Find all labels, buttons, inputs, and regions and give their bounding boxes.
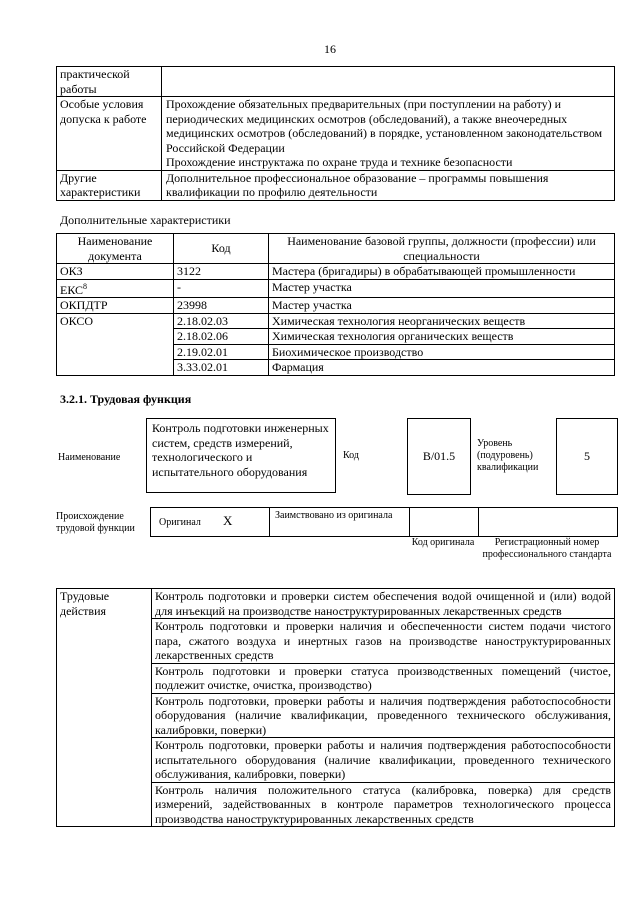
table-row (57, 298, 615, 314)
document-cell (57, 264, 174, 280)
document-name: ОКПДТР (60, 298, 108, 312)
labor-action: Контроль подготовки и проверки статуса производственных помещений (чистое, подлежит очистке, очистка, производство) (152, 663, 615, 693)
table-row (57, 329, 615, 345)
table-row (57, 360, 615, 376)
code-cell: 23998 (174, 298, 269, 314)
characteristic-paragraph: Прохождение обязательных предварительных (при поступлении на работу) и периодических медицинских осмотров (обследований), а также внеочередных медицинских осмотров (обследований) в порядке, установленном законодательством Российской Федерации (166, 97, 603, 155)
labor-action: Контроль подготовки, проверки работы и наличия подтверждения работоспособности испытательного оборудования (наличие квалификации, проведенного технического обслуживания, калибровки, поверки) (152, 738, 615, 783)
characteristic-paragraph: Дополнительное профессиональное образование – программы повышения квалификации по профилю деятельности (166, 170, 549, 199)
footnote-mark: 8 (83, 281, 88, 291)
labor-action: Контроль подготовки, проверки работы и наличия подтверждения работоспособности оборудования (наличие квалификации, проведенного технического обслуживания, калибровки, поверки) (152, 693, 615, 738)
characteristic-label: Особые условия допуска к работе (57, 97, 162, 171)
original-mark: X (223, 513, 233, 528)
characteristic-value (162, 67, 615, 97)
function-code-box (407, 418, 471, 495)
document-cell (57, 298, 174, 314)
characteristic-label: практической работы (57, 67, 162, 97)
document-cell (57, 344, 174, 360)
additional-characteristics-table (56, 233, 615, 376)
qualification-level-value: 5 (584, 449, 590, 463)
page-number: 16 (324, 42, 336, 56)
borrowed-label: Заимствовано из оригинала (275, 510, 393, 521)
function-code-label: Код (343, 450, 359, 461)
group-name-cell: Фармация (269, 360, 615, 376)
group-name-cell: Мастер участка (269, 279, 615, 298)
table-row (57, 170, 615, 200)
table-row (57, 589, 615, 619)
document-cell (57, 279, 174, 298)
registration-number-box (478, 507, 618, 537)
document-name: ОКСО (60, 313, 94, 328)
top-characteristics-table (56, 66, 615, 201)
original-label: Оригинал (159, 517, 201, 528)
qualification-level-label: Уровень (подуровень) квалификации (477, 438, 539, 473)
document-name: ОКЗ (60, 264, 83, 278)
characteristic-value (162, 170, 615, 200)
group-name-cell: Мастер участка (269, 298, 615, 314)
header-name: Наименование базовой группы, должности (профессии) или специальности (269, 234, 615, 264)
origin-label: Происхождение трудовой функции (56, 511, 135, 534)
registration-number-caption: Регистрационный номер профессионального стандарта (482, 537, 612, 560)
code-cell: 2.18.02.03 (174, 313, 269, 329)
document-cell (57, 360, 174, 376)
table-row (57, 313, 615, 329)
origin-box (150, 507, 410, 537)
labor-action: Контроль подготовки и проверки систем обеспечения водой очищенной и (или) водой для инъекций на производстве наноструктурированных лекарственных средств (152, 589, 615, 619)
document-cell (57, 313, 174, 329)
table-row (57, 279, 615, 298)
labor-action: Контроль подготовки и проверки наличия и обеспеченности систем подачи чистого пара, сжатого воздуха и инертных газов на производстве наноструктурированных лекарственных средств (152, 619, 615, 664)
characteristic-paragraph: Прохождение инструктажа по охране труда и технике безопасности (166, 155, 513, 169)
function-code-value: B/01.5 (422, 449, 456, 463)
actions-label: Трудовые действия (57, 589, 152, 827)
qualification-level-box (556, 418, 618, 495)
code-cell: 2.18.02.06 (174, 329, 269, 345)
document-cell (57, 329, 174, 345)
group-name-cell: Химическая технология органических веществ (269, 329, 615, 345)
code-cell: 3122 (174, 264, 269, 280)
function-name-label: Наименование (58, 452, 121, 463)
origin-code-box (408, 507, 479, 537)
section-title: 3.2.1. Трудовая функция (60, 392, 192, 406)
table-header-row (57, 234, 615, 264)
group-name-cell: Мастера (бригадиры) в обрабатывающей промышленности (269, 264, 615, 280)
characteristic-value (162, 97, 615, 171)
table-row (57, 67, 615, 97)
header-document: Наименование документа (57, 234, 174, 264)
function-name-box (146, 418, 336, 493)
table-row (57, 344, 615, 360)
function-name-value: Контроль подготовки инженерных систем, средств измерений, технологического и испытательного оборудования (152, 421, 329, 479)
labor-actions-table (56, 588, 615, 827)
group-name-cell: Химическая технология неорганических веществ (269, 313, 615, 329)
header-code: Код (174, 234, 269, 264)
origin-code-caption: Код оригинала (411, 537, 475, 548)
characteristic-label: Другие характеристики (57, 170, 162, 200)
labor-action: Контроль наличия положительного статуса (калибровка, поверка) для средств измерений, задействованных в контроле параметров технологического процесса производства наноструктурированных лекарственных средств (152, 782, 615, 827)
additional-characteristics-title: Дополнительные характеристики (60, 213, 231, 227)
table-row (57, 264, 615, 280)
code-cell: 2.19.02.01 (174, 344, 269, 360)
group-name-cell: Биохимическое производство (269, 344, 615, 360)
code-cell: 3.33.02.01 (174, 360, 269, 376)
origin-divider (269, 508, 270, 536)
table-row (57, 97, 615, 171)
code-cell: - (174, 279, 269, 298)
document-name: ЕКС (60, 282, 84, 297)
